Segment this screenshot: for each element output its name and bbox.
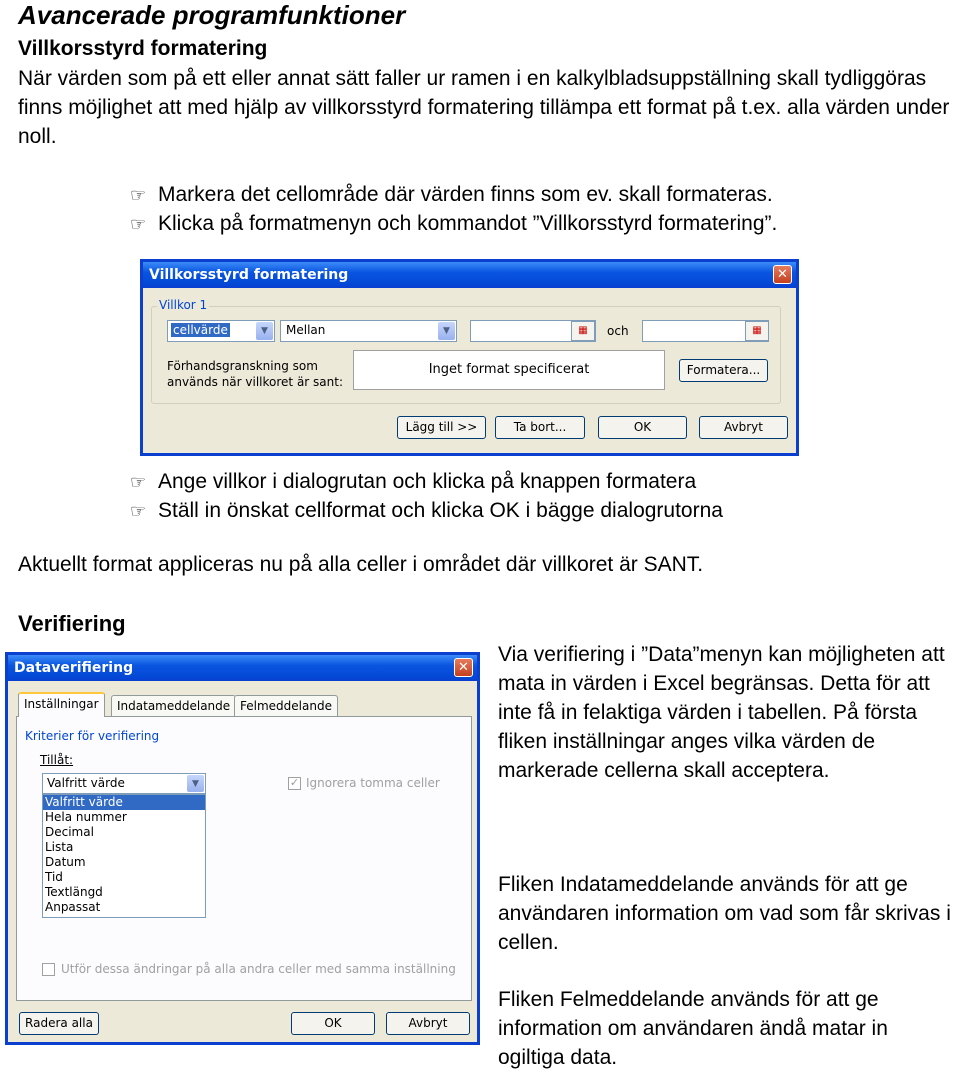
- dialog-title: Villkorsstyrd formatering: [149, 267, 349, 283]
- operator-select[interactable]: [280, 320, 457, 342]
- bullet-text: Klicka på formatmenyn och kommandot ”Villkorsstyrd formatering”.: [158, 212, 778, 235]
- bullet-item: [130, 209, 777, 239]
- and-label: och: [607, 324, 629, 338]
- allow-options-list[interactable]: [42, 794, 206, 918]
- list-item[interactable]: Textlängd: [45, 885, 103, 899]
- bullet-item: [130, 467, 696, 497]
- list-item[interactable]: Tid: [45, 870, 63, 884]
- section-heading-conditional-formatting: Villkorsstyrd formatering: [18, 37, 268, 60]
- allow-select[interactable]: [42, 773, 206, 794]
- section-heading-verification: Verifiering: [18, 611, 126, 636]
- data-validation-dialog: [5, 652, 480, 1045]
- chevron-down-icon[interactable]: ▼: [187, 775, 204, 792]
- condition-group-label: Villkor 1: [159, 298, 208, 312]
- bullet-text: Markera det cellområde där värden finns som ev. skall formateras.: [158, 183, 773, 206]
- apply-all-label: Utför dessa ändringar på alla andra celler med samma inställning: [61, 962, 456, 976]
- document-title: Avancerade programfunktioner: [18, 0, 406, 30]
- dialog-title-bar: [8, 655, 477, 681]
- bullet-item: [130, 496, 723, 526]
- allow-label: Tillåt:: [40, 753, 74, 767]
- bullet-text: Ställ in önskat cellformat och klicka OK i bägge dialogrutorna: [158, 499, 723, 522]
- format-preview-text: Inget format specificerat: [428, 362, 590, 377]
- list-item[interactable]: Datum: [45, 855, 86, 869]
- delete-condition-button[interactable]: Ta bort...: [495, 416, 585, 439]
- tab-settings[interactable]: Inställningar: [18, 692, 105, 717]
- bullet-text: Ange villkor i dialogrutan och klicka på knappen formatera: [158, 470, 697, 493]
- apply-all-checkbox[interactable]: [42, 963, 55, 976]
- condition-type-select[interactable]: [167, 320, 275, 342]
- ignore-blank-label: Ignorera tomma celler: [306, 776, 440, 790]
- list-item[interactable]: Valfritt värde: [43, 795, 205, 810]
- error-alert-paragraph: Fliken Felmeddelande används för att ge information om användaren ändå matar in ogiltiga data.: [498, 988, 888, 1069]
- list-item[interactable]: Hela nummer: [45, 810, 127, 824]
- pointing-hand-icon: ☞: [130, 501, 147, 521]
- chevron-down-icon[interactable]: ▼: [256, 322, 273, 340]
- tab-input-message[interactable]: Indatameddelande: [111, 695, 236, 717]
- list-item[interactable]: Lista: [45, 840, 74, 854]
- allow-value: Valfritt värde: [47, 776, 125, 790]
- cancel-button[interactable]: Avbryt: [386, 1012, 470, 1035]
- clear-all-button[interactable]: Radera alla: [19, 1012, 99, 1035]
- summary-paragraph: Aktuellt format appliceras nu på alla celler i området där villkoret är SANT.: [18, 553, 704, 576]
- pointing-hand-icon: ☞: [130, 185, 147, 205]
- format-button[interactable]: Formatera...: [679, 359, 768, 382]
- preview-label-line-2: används när villkoret är sant:: [167, 375, 344, 389]
- dialog-title: Dataverifiering: [14, 660, 134, 676]
- pointing-hand-icon: ☞: [130, 214, 147, 234]
- verification-paragraph: Via verifiering i ”Data”menyn kan möjligheten att mata in värden i Excel begränsas. Detta för att inte få in felaktiga värden i tabellen. På första fliken inställningar anges vilka värden de markerade cellerna skall acceptera.: [498, 643, 945, 782]
- ok-button[interactable]: OK: [291, 1012, 375, 1035]
- preview-label: [167, 358, 343, 390]
- criteria-label: Kriterier för verifiering: [25, 729, 160, 743]
- bullet-item: [130, 180, 773, 210]
- close-icon[interactable]: ✕: [773, 265, 792, 284]
- dialog-title-bar: [143, 262, 796, 288]
- format-preview-box: [353, 350, 665, 390]
- condition-type-value: cellvärde: [173, 323, 228, 337]
- cancel-button[interactable]: Avbryt: [699, 416, 788, 439]
- preview-label-line-1: Förhandsgranskning som: [167, 359, 318, 373]
- range-picker-icon[interactable]: ▦: [571, 321, 595, 341]
- conditional-formatting-dialog: [140, 259, 799, 456]
- chevron-down-icon[interactable]: ▼: [438, 322, 455, 340]
- input-message-paragraph: Fliken Indatameddelande används för att ge användaren information om vad som får skrivas i cellen.: [498, 873, 951, 954]
- ok-button[interactable]: OK: [598, 416, 687, 439]
- ignore-blank-checkbox[interactable]: ✓: [289, 777, 300, 789]
- pointing-hand-icon: ☞: [130, 472, 147, 492]
- range-picker-icon[interactable]: ▦: [745, 321, 769, 341]
- settings-tab-panel: [16, 716, 472, 1001]
- tab-error-alert[interactable]: Felmeddelande: [234, 695, 338, 717]
- list-item[interactable]: Anpassat: [45, 900, 101, 914]
- intro-paragraph: När värden som på ett eller annat sätt faller ur ramen i en kalkylbladsuppställning skall tydliggöras finns möjlighet att med hjälp av villkorsstyrd formatering tillämpa ett format på t.ex. alla värden under noll.: [18, 67, 950, 148]
- close-icon[interactable]: ✕: [454, 658, 473, 677]
- add-condition-button[interactable]: Lägg till >>: [397, 416, 486, 439]
- list-item[interactable]: Decimal: [45, 825, 94, 839]
- operator-value: Mellan: [286, 323, 326, 337]
